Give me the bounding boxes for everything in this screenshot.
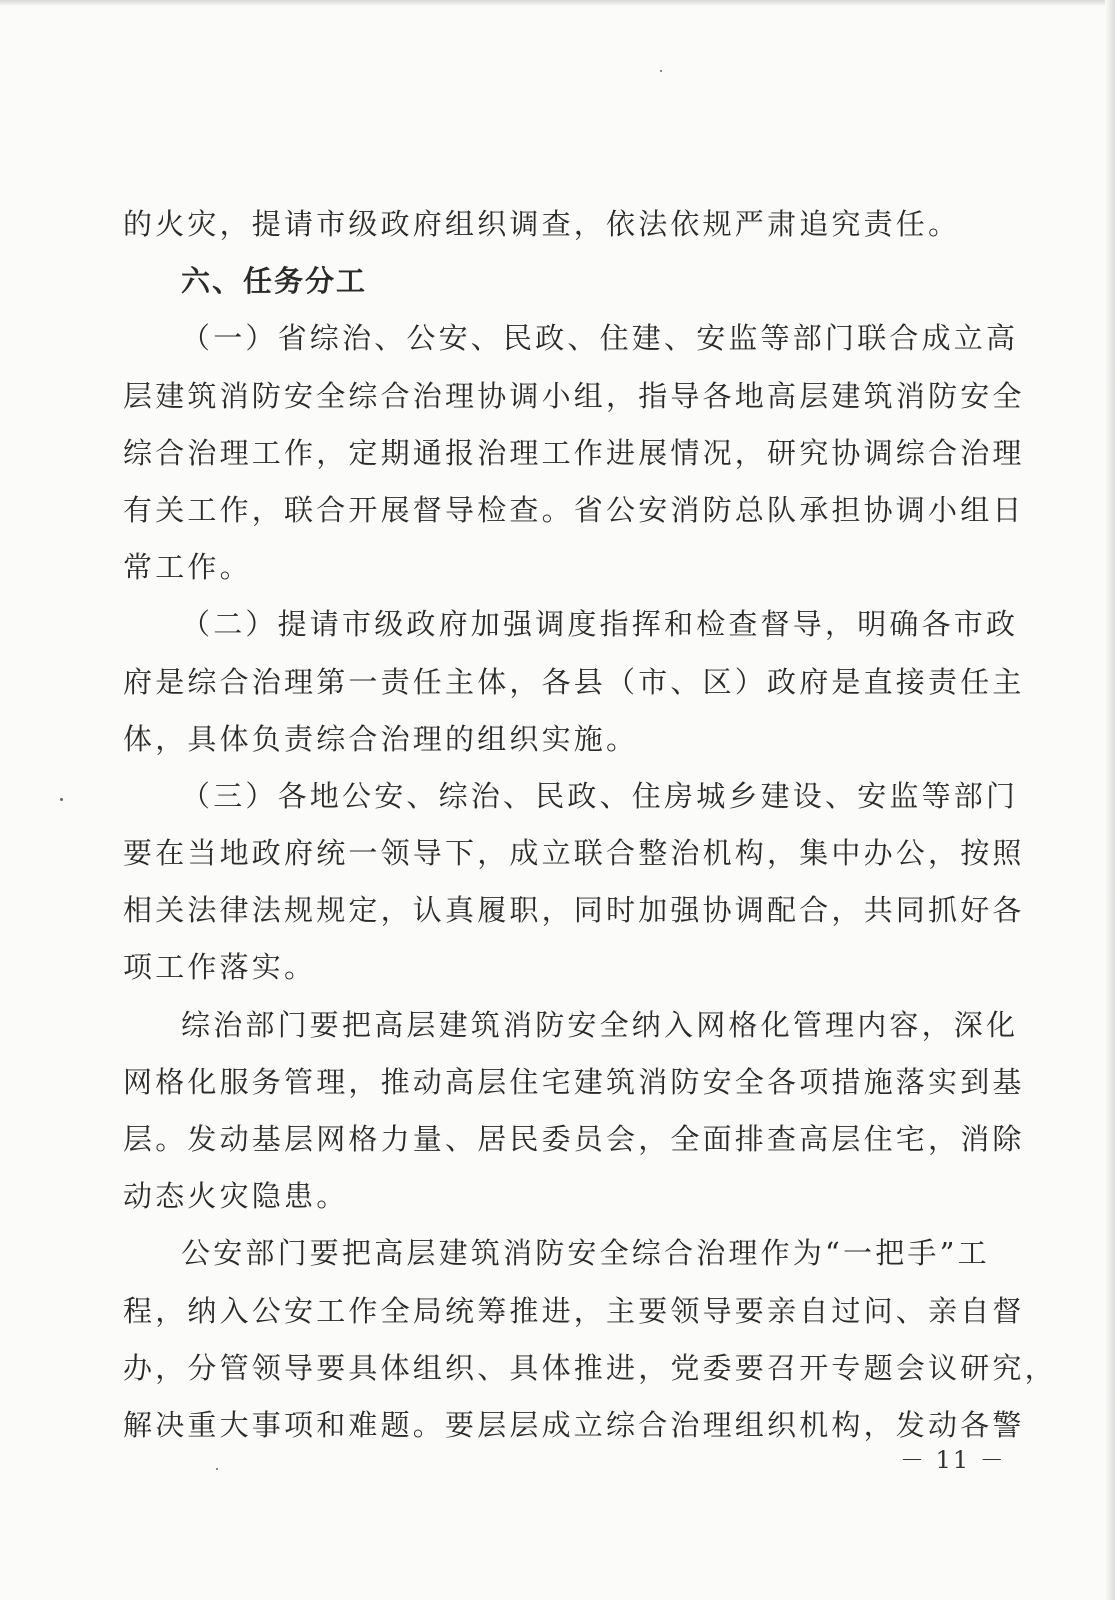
text-line: 层。发动基层网格力量、居民委员会，全面排查高层住宅，消除: [123, 1122, 1025, 1156]
text-line: 有关工作，联合开展督导检查。省公安消防总队承担协调小组日: [123, 492, 1025, 527]
text-line: 公安部门要把高层建筑消防安全综合治理作为“一把手”工: [181, 1236, 990, 1271]
text-line: 层建筑消防安全综合治理协调小组，指导各地高层建筑消防安全: [123, 378, 1025, 413]
text-line: 综合治理工作，定期通报治理工作进展情况，研究协调综合治理: [123, 435, 1025, 470]
text-line: 项工作落实。: [123, 950, 317, 985]
text-line: 办，分管领导要具体组织、具体推进，党委要召开专题会议研究，: [123, 1350, 1057, 1385]
scan-top-edge: [0, 0, 1115, 6]
scan-speck: [660, 70, 662, 72]
text-line: 综治部门要把高层建筑消防安全纳入网格化管理内容，深化: [181, 1007, 1019, 1042]
text-line: 府是综合治理第一责任主体，各县（市、区）政府是直接责任主: [123, 664, 1025, 699]
text-line: 程，纳入公安工作全局统筹推进，主要领导要亲自过问、亲自督: [123, 1293, 1025, 1328]
text-line: 相关法律法规规定，认真履职，同时加强协调配合，共同抓好各: [123, 893, 1025, 928]
text-line: 的火灾，提请市级政府组织调查，依法依规严肃追究责任。: [123, 207, 961, 241]
page-number: － 11 －: [900, 1446, 1006, 1474]
text-line: （一）省综治、公安、民政、住建、安监等部门联合成立高: [181, 321, 1019, 356]
text-line: 常工作。: [123, 550, 252, 585]
section-heading: 六、任务分工: [181, 264, 368, 299]
scan-right-edge: [1105, 0, 1115, 1600]
text-line: 要在当地政府统一领导下，成立联合整治机构，集中办公，按照: [123, 836, 1025, 871]
text-line: 网格化服务管理，推动高层住宅建筑消防安全各项措施落实到基: [123, 1064, 1025, 1099]
text-line: 解决重大事项和难题。要层层成立综合治理组织机构，发动各警: [123, 1407, 1025, 1442]
body-text: [123, 196, 1057, 1454]
text-line: （二）提请市级政府加强调度指挥和检查督导，明确各市政: [181, 607, 1019, 642]
text-line: （三）各地公安、综治、民政、住房城乡建设、安监等部门: [181, 778, 1019, 813]
text-line: 体，具体负责综合治理的组织实施。: [123, 721, 639, 756]
scan-speck: [216, 1468, 218, 1470]
scan-speck: [60, 798, 63, 801]
text-line: 动态火灾隐患。: [123, 1179, 349, 1214]
